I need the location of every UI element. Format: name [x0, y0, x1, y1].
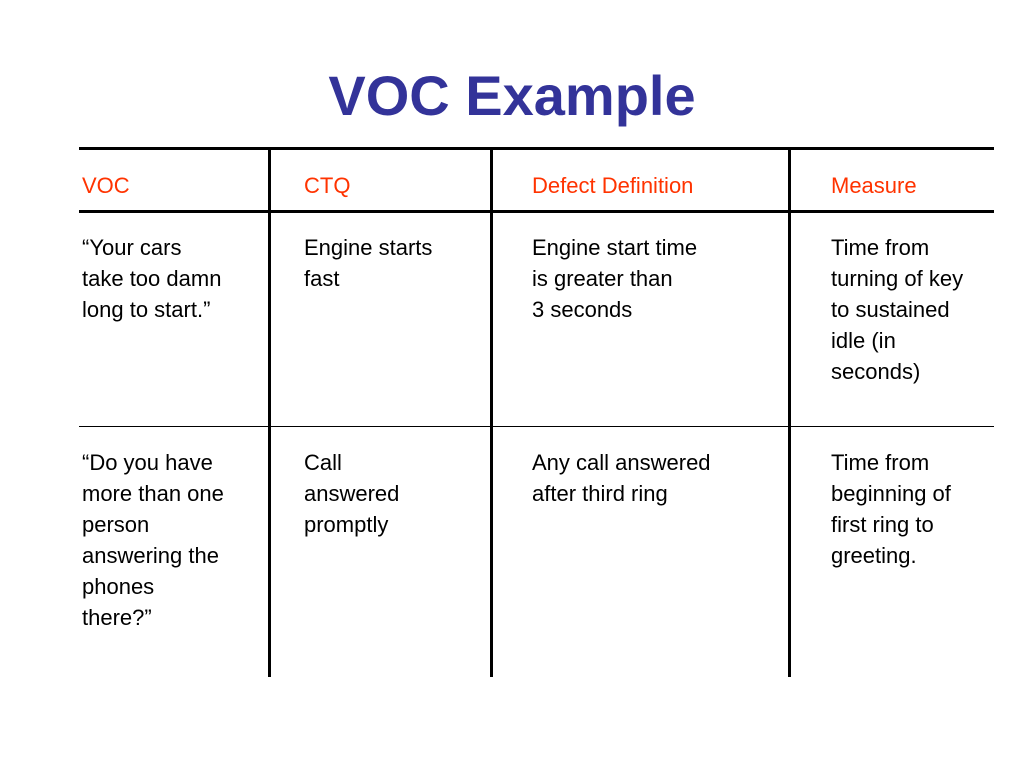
- table-cell-voc: “Your cars take too damn long to start.”: [82, 235, 222, 322]
- column-header-voc: VOC: [82, 173, 130, 198]
- column-divider: [490, 148, 493, 677]
- table-cell-ctq: Engine starts fast: [304, 235, 433, 291]
- table-cell-defect-definition: Engine start time is greater than 3 seconds: [532, 235, 698, 322]
- table-cell-voc: “Do you have more than one person answering the phones there?”: [82, 450, 224, 630]
- table-cell-measure: Time from turning of key to sustained idle (in seconds): [831, 235, 964, 384]
- header-bottom-rule: [79, 210, 994, 213]
- column-header-defect-definition: Defect Definition: [532, 173, 694, 198]
- slide-title: VOC Example: [328, 64, 696, 127]
- row-separator-rule: [79, 426, 994, 427]
- column-divider: [788, 148, 791, 677]
- column-divider: [268, 148, 271, 677]
- table-cell-defect-definition: Any call answered after third ring: [532, 450, 711, 506]
- column-header-ctq: CTQ: [304, 173, 351, 198]
- table-cell-measure: Time from beginning of first ring to greeting.: [831, 450, 951, 568]
- table-top-rule: [79, 147, 994, 150]
- table-cell-ctq: Call answered promptly: [304, 450, 400, 537]
- column-header-measure: Measure: [831, 173, 917, 198]
